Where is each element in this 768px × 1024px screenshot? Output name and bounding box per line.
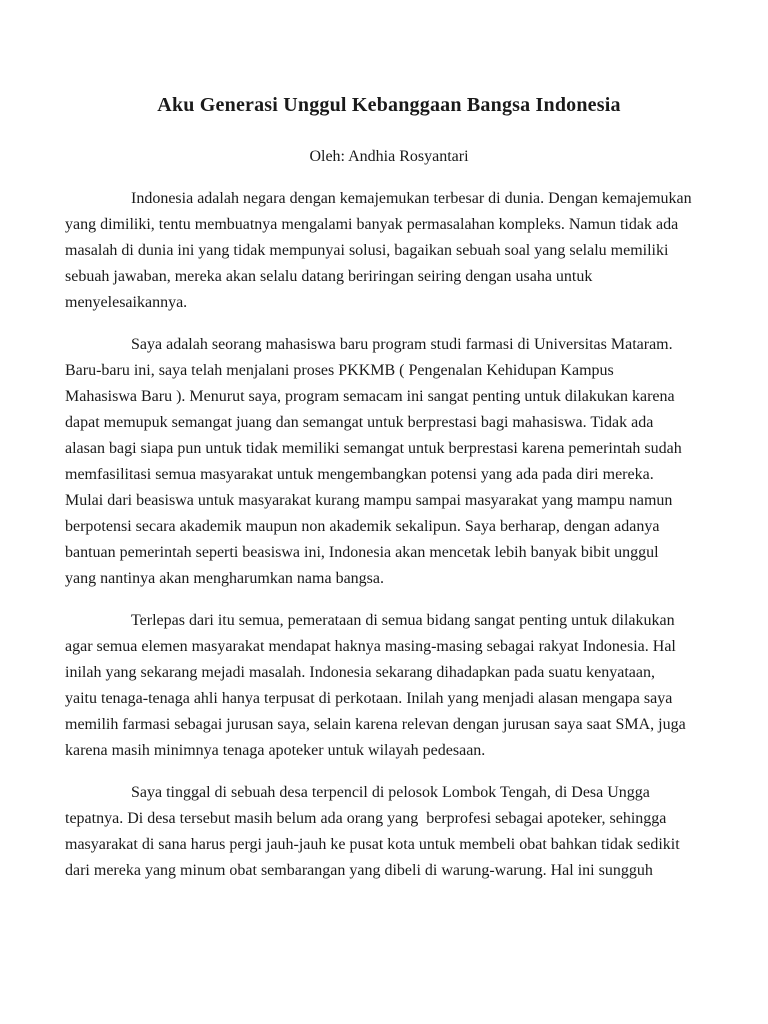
text-line: Saya tinggal di sebuah desa terpencil di pelosok Lombok Tengah, di Desa Ungga xyxy=(131,784,650,801)
text-line: memilih farmasi sebagai jurusan saya, selain karena relevan dengan jurusan saya saat SMA, juga xyxy=(65,716,686,733)
text-line: yang nantinya akan mengharumkan nama bangsa. xyxy=(65,570,384,587)
text-line: masalah di dunia ini yang tidak mempunyai solusi, bagaikan sebuah soal yang selalu memiliki xyxy=(65,242,669,259)
text-line: sebuah jawaban, mereka akan selalu datang beriringan seiring dengan usaha untuk xyxy=(65,268,593,285)
text-line: Saya adalah seorang mahasiswa baru program studi farmasi di Universitas Mataram. xyxy=(131,336,673,353)
text-line: memfasilitasi semua masyarakat untuk mengembangkan potensi yang ada pada diri mereka. xyxy=(65,466,654,483)
text-line: yaitu tenaga-tenaga ahli hanya terpusat di perkotaan. Inilah yang menjadi alasan mengapa saya xyxy=(65,690,673,707)
text-line: agar semua elemen masyarakat mendapat haknya masing-masing sebagai rakyat Indonesia. Hal xyxy=(65,638,676,655)
document-title: Aku Generasi Unggul Kebanggaan Bangsa Indonesia xyxy=(157,94,621,116)
text-line: dapat memupuk semangat juang dan semangat untuk berprestasi bagi mahasiswa. Tidak ada xyxy=(65,414,654,431)
text-line: masyarakat di sana harus pergi jauh-jauh ke pusat kota untuk membeli obat bahkan tidak sedikit xyxy=(65,836,680,853)
paragraph xyxy=(65,186,713,316)
text-line: Terlepas dari itu semua, pemerataan di semua bidang sangat penting untuk dilakukan xyxy=(131,612,675,629)
text-line: Indonesia adalah negara dengan kemajemukan terbesar di dunia. Dengan kemajemukan xyxy=(131,190,692,207)
text-line: Baru-baru ini, saya telah menjalani proses PKKMB ( Pengenalan Kehidupan Kampus xyxy=(65,362,614,379)
text-line: alasan bagi siapa pun untuk tidak memiliki semangat untuk berprestasi karena pemerintah sudah xyxy=(65,440,682,457)
text-line: bantuan pemerintah seperti beasiswa ini, Indonesia akan mencetak lebih banyak bibit unggul xyxy=(65,544,659,561)
paragraph xyxy=(65,332,713,592)
paragraph xyxy=(65,780,713,884)
text-line: berpotensi secara akademik maupun non akademik sekalipun. Saya berharap, dengan adanya xyxy=(65,518,660,535)
text-line: dari mereka yang minum obat sembarangan yang dibeli di warung-warung. Hal ini sungguh xyxy=(65,862,653,879)
text-line: karena masih minimnya tenaga apoteker untuk wilayah pedesaan. xyxy=(65,742,486,759)
text-line: inilah yang sekarang mejadi masalah. Indonesia sekarang dihadapkan pada suatu kenyataan, xyxy=(65,664,655,681)
text-line: Mulai dari beasiswa untuk masyarakat kurang mampu sampai masyarakat yang mampu namun xyxy=(65,492,673,509)
text-line: Mahasiswa Baru ). Menurut saya, program semacam ini sangat penting untuk dilakukan karena xyxy=(65,388,675,405)
document-byline: Oleh: Andhia Rosyantari xyxy=(309,148,469,165)
paragraph xyxy=(65,608,713,764)
text-line: menyelesaikannya. xyxy=(65,294,188,311)
text-line: tepatnya. Di desa tersebut masih belum ada orang yang berprofesi sebagai apoteker, sehingga xyxy=(65,810,667,827)
essay-body xyxy=(65,186,713,884)
text-line: yang dimiliki, tentu membuatnya mengalami banyak permasalahan kompleks. Namun tidak ada xyxy=(65,216,679,233)
